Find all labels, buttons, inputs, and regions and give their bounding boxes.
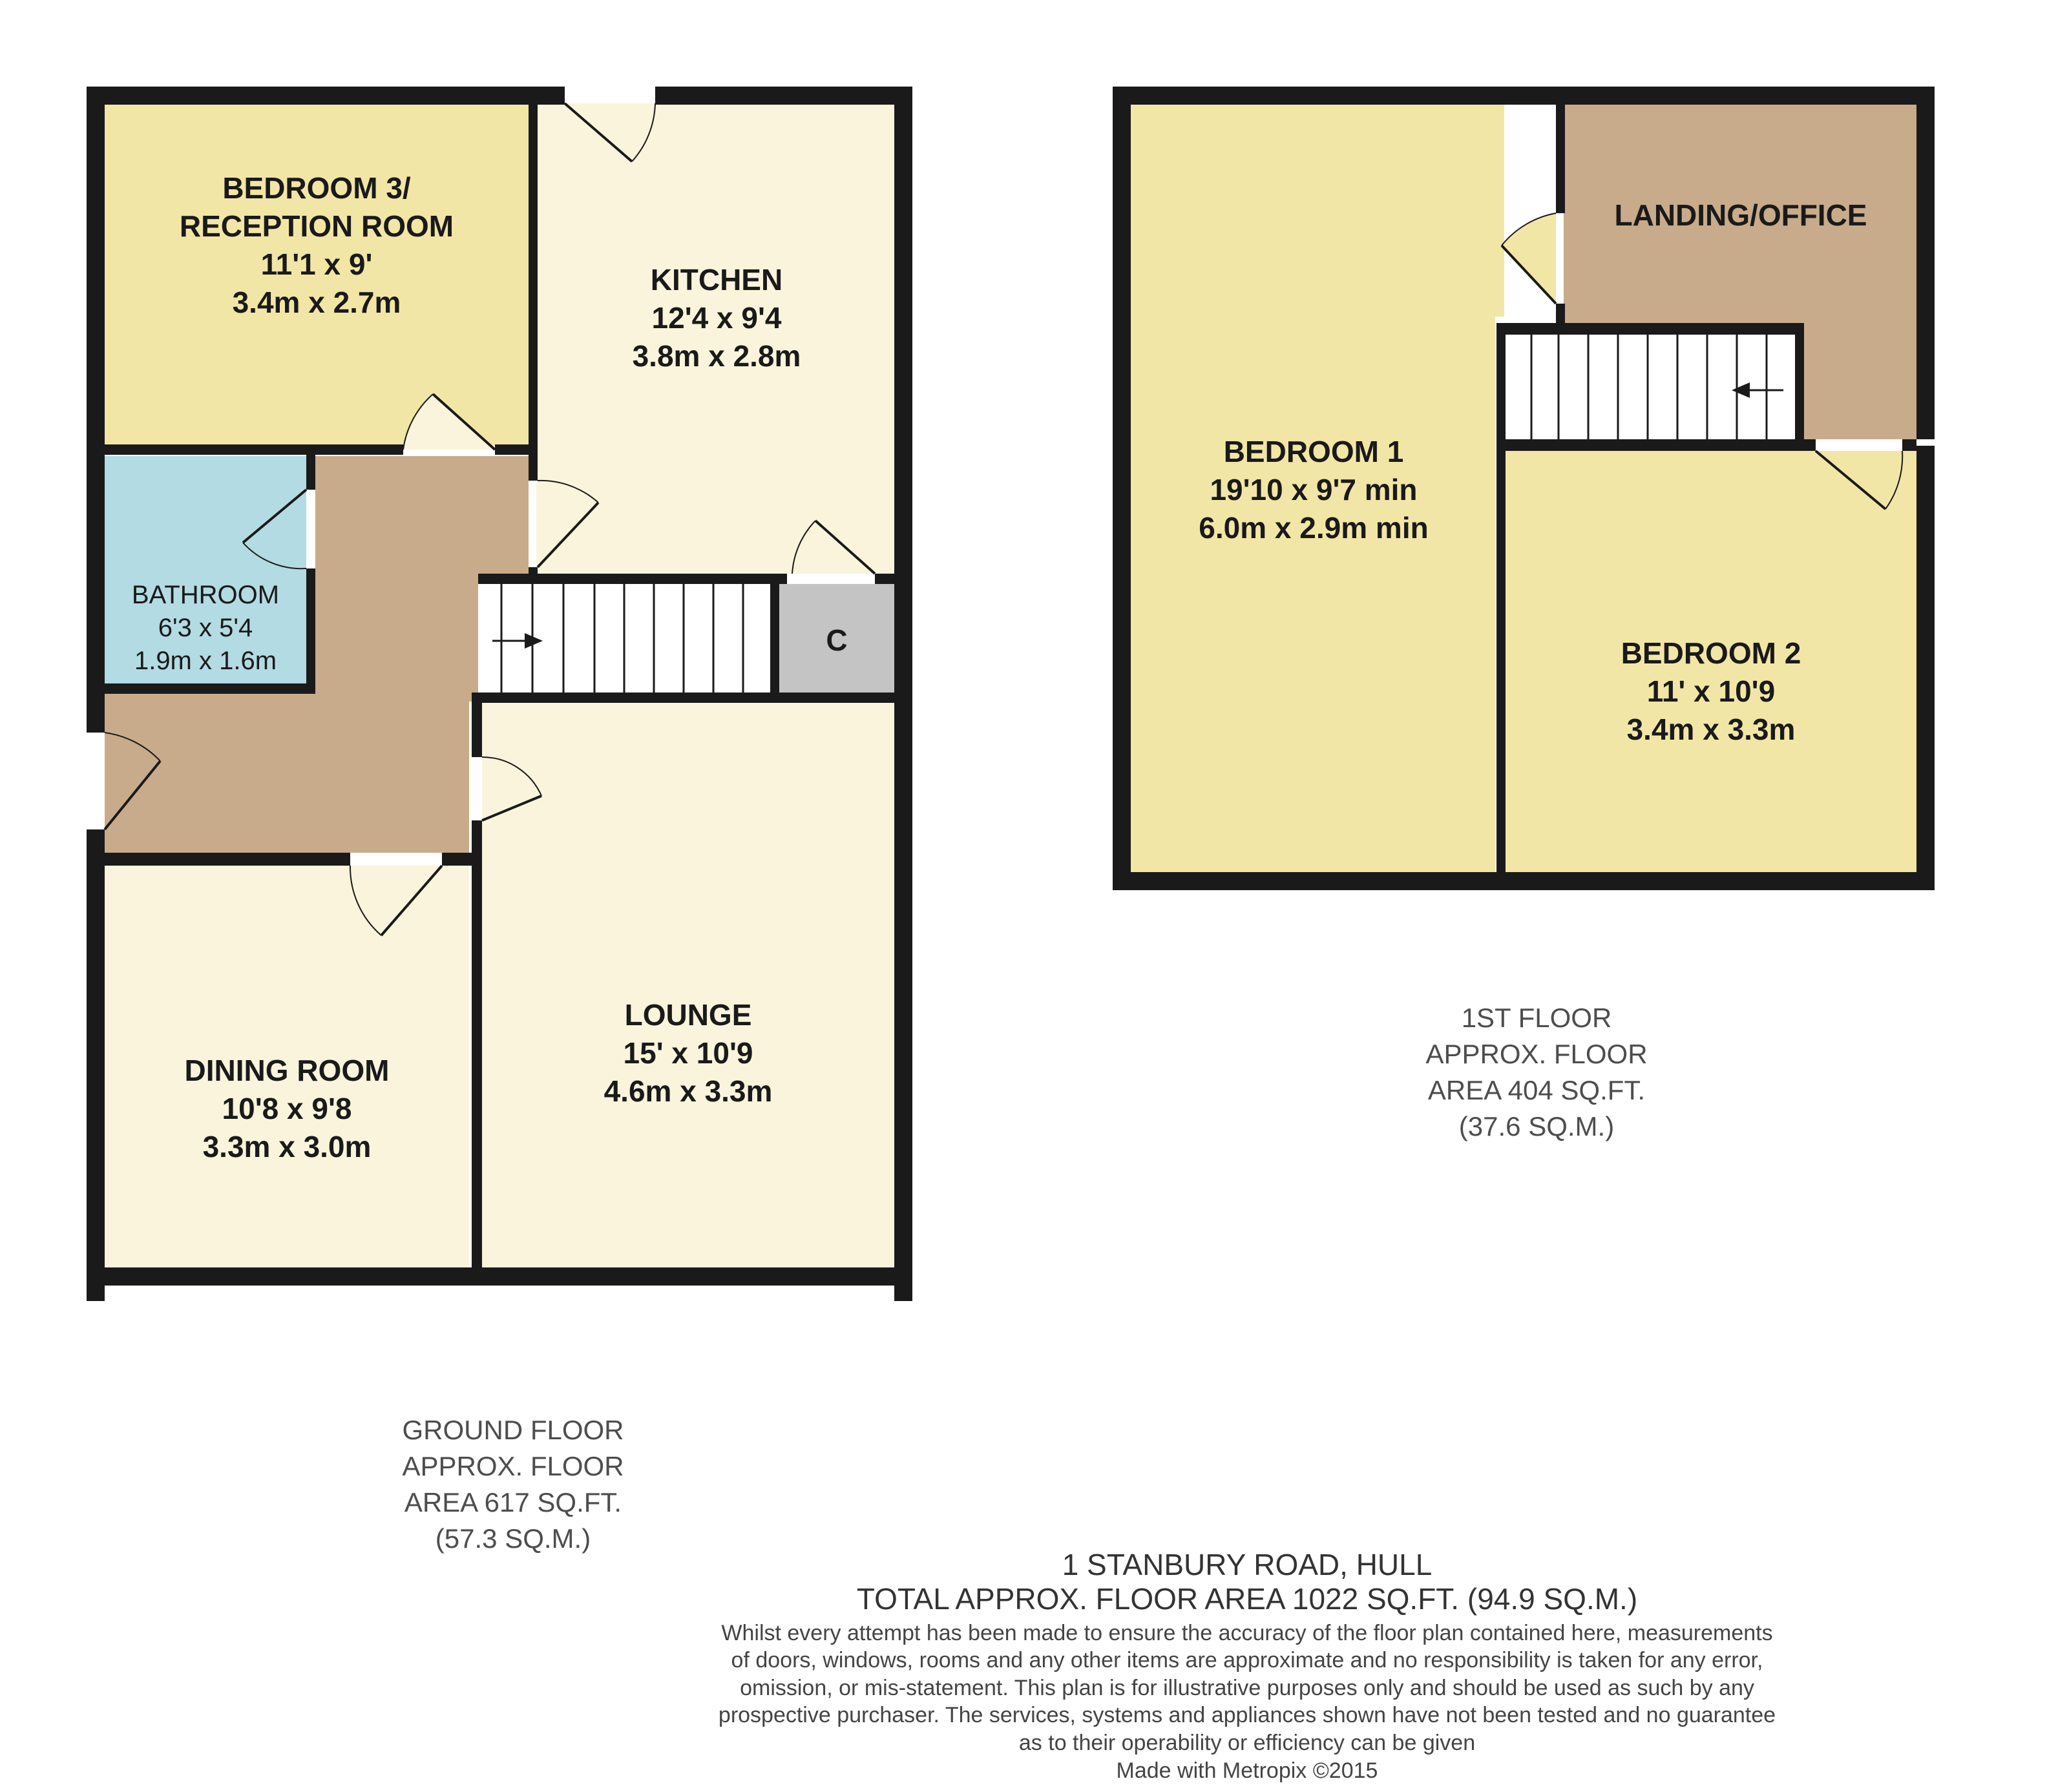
kitchen-label [538,261,896,375]
lounge-metric: 4.6m x 3.3m [604,1074,773,1108]
cupboard-label [779,621,894,660]
bedroom3-metric: 3.4m x 2.7m [232,285,401,319]
disclaimer [614,1620,1880,1757]
lounge-label [482,996,894,1110]
gf-caption-line2: APPROX. FLOOR [402,1450,624,1481]
bedroom1-floor-ext [1495,103,1504,317]
bedroom3-label [105,169,529,322]
bedroom3-imperial: 11'1 x 9' [260,247,373,281]
ff-caption-line4: (37.6 SQ.M.) [1458,1110,1615,1141]
dining-imperial: 10'8 x 9'8 [222,1091,352,1125]
gf-caption-line3: AREA 617 SQ.FT. [404,1486,622,1517]
ground-floor-caption [339,1412,688,1556]
ff-staircase-floor [1506,335,1795,439]
disclaimer-line: omission, or mis-statement. This plan is for illustrative purposes only and should be used as such by any [740,1675,1754,1700]
dining-label [105,1052,469,1166]
kitchen-name: KITCHEN [650,263,783,297]
bedroom1-imperial: 19'10 x 9'7 min [1210,472,1418,506]
bedroom2-label [1506,634,1916,749]
disclaimer-line: as to their operability or efficiency can be given [1018,1730,1476,1755]
lounge-imperial: 15' x 10'9 [623,1036,753,1070]
lounge-floor [482,703,894,1267]
dining-metric: 3.3m x 3.0m [202,1129,372,1163]
disclaimer-line: prospective purchaser. The services, systems and appliances shown have not been tested and no guarantee [718,1703,1776,1728]
ff-caption-line2: APPROX. FLOOR [1425,1038,1648,1069]
disclaimer-line: of doors, windows, rooms and any other items are approximate and no responsibility is taken for any error, [731,1648,1763,1673]
bathroom-label [105,579,306,678]
dining-name: DINING ROOM [184,1054,390,1087]
made-with-credit: Made with Metropix ©2015 [1116,1758,1378,1784]
bedroom1-label [1131,433,1496,547]
bedroom3-name: BEDROOM 3/ [222,171,411,205]
landing-label [1565,196,1916,234]
bedroom3-name-line2: RECEPTION ROOM [179,209,454,243]
property-address: 1 STANBURY ROAD, HULL [1062,1548,1433,1581]
bedroom2-name: BEDROOM 2 [1621,636,1801,670]
ff-caption-line1: 1ST FLOOR [1461,1003,1612,1033]
bedroom1-metric: 6.0m x 2.9m min [1199,510,1429,545]
bedroom1-name: BEDROOM 1 [1223,435,1404,468]
ff-caption-line3: AREA 404 SQ.FT. [1427,1074,1646,1105]
staircase-floor [478,584,777,693]
gf-caption-line1: GROUND FLOOR [402,1415,624,1445]
total-floor-area: TOTAL APPROX. FLOOR AREA 1022 SQ.FT. (94.9 SQ.M.) [856,1582,1638,1616]
bedroom2-imperial: 11' x 10'9 [1646,674,1776,708]
bathroom-name: BATHROOM [131,581,280,609]
bathroom-metric: 1.9m x 1.6m [134,647,277,676]
bathroom-imperial: 6'3 x 5'4 [158,614,253,643]
kitchen-metric: 3.8m x 2.8m [632,339,801,373]
bedroom2-metric: 3.4m x 3.3m [1626,712,1796,746]
gf-caption-line4: (57.3 SQ.M.) [435,1523,591,1554]
lounge-name: LOUNGE [624,998,752,1032]
first-floor-caption [1362,1000,1711,1144]
landing-name: LANDING/OFFICE [1614,198,1867,232]
kitchen-imperial: 12'4 x 9'4 [651,300,782,335]
footer [614,1548,1880,1785]
cupboard-name: C [826,623,848,657]
disclaimer-line: Whilst every attempt has been made to ensure the accuracy of the floor plan contained here, measurements [721,1620,1773,1645]
